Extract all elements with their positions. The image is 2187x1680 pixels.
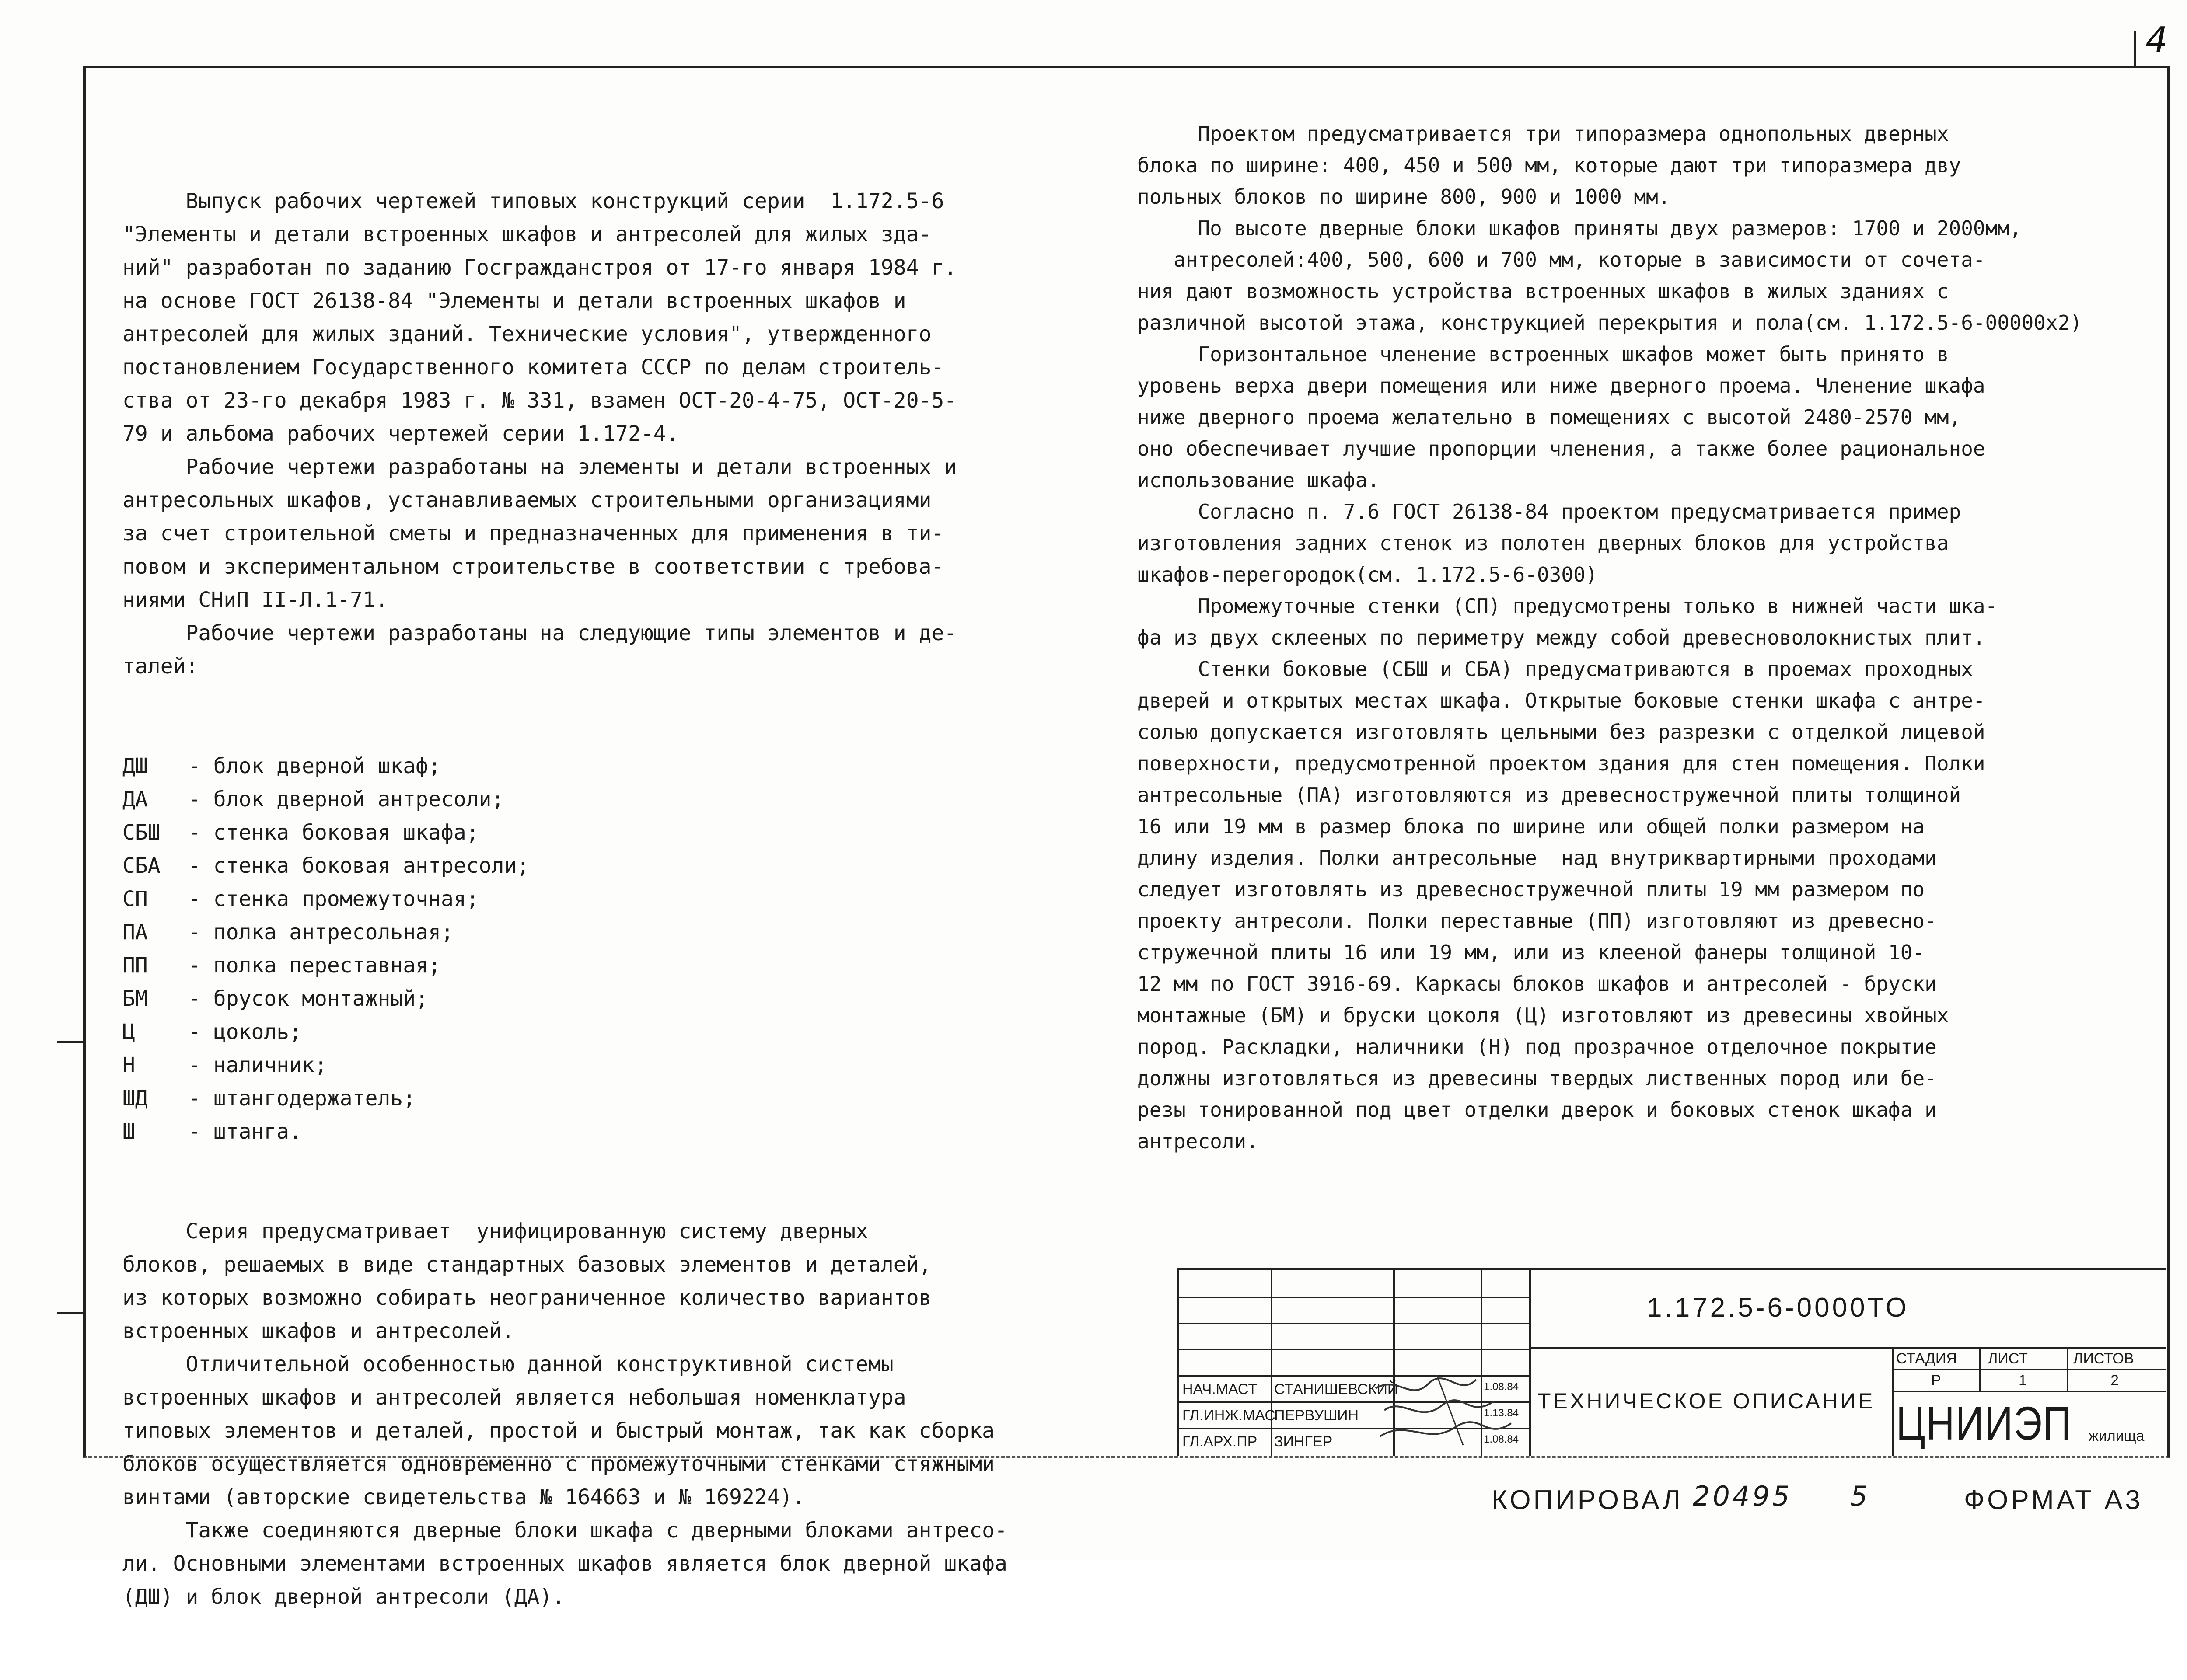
text-line: Отличительной особенностью данной конструктивной системы <box>122 1352 894 1377</box>
element-type-abbr: ПА <box>122 920 148 945</box>
element-type-description: - брусок монтажный; <box>188 986 429 1011</box>
element-type-description: - стенка боковая антресоли; <box>188 854 530 878</box>
text-line: антресолей:400, 500, 600 и 700 мм, которые в зависимости от сочета- <box>1137 248 1985 272</box>
element-type-abbr: ДА <box>122 787 148 812</box>
closing-paragraphs <box>122 1215 1007 1614</box>
sheet-value: 1 <box>2019 1372 2027 1389</box>
sheet-count: 5 <box>1850 1480 1870 1512</box>
text-line: за счет строительной сметы и предназначенных для применения в ти- <box>122 521 944 546</box>
text-line: оно обеспечивает лучшие пропорции членения, а также более рациональное <box>1137 437 1985 460</box>
sheet-corner-number: 4 <box>2145 20 2168 60</box>
element-type-abbr: БМ <box>122 986 148 1011</box>
text-line: типовых элементов и деталей, простой и быстрый монтаж, так как сборка <box>122 1419 995 1443</box>
element-type-abbr: СБШ <box>122 820 161 845</box>
element-type-abbr: Н <box>122 1053 135 1077</box>
text-line: Согласно п. 7.6 ГОСТ 26138-84 проектом предусматривается пример <box>1137 500 1961 523</box>
stage-header: СТАДИЯ <box>1896 1350 1957 1367</box>
organization-logo: ЦНИИЭП <box>1896 1397 2072 1450</box>
left-text-column <box>122 118 1007 1680</box>
signature-role: НАЧ.МАСТ <box>1182 1381 1258 1398</box>
text-line: пород. Раскладки, наличники (Н) под прозрачное отделочное покрытие <box>1137 1035 1937 1059</box>
signature-role: ГЛ.ИНЖ.МАС <box>1182 1407 1275 1424</box>
grid-line <box>1892 1391 2166 1392</box>
text-line: постановлением Государственного комитета СССР по делам строитель- <box>122 355 944 380</box>
text-line: 12 мм по ГОСТ 3916-69. Каркасы блоков шкафов и антресолей - бруски <box>1137 972 1937 996</box>
element-type-abbr: ДШ <box>122 754 148 778</box>
signature-date: 1.08.84 <box>1484 1433 1519 1445</box>
text-line: "Элементы и детали встроенных шкафов и антресолей для жилых зда- <box>122 222 932 247</box>
grid-line <box>2067 1347 2068 1391</box>
text-line: использование шкафа. <box>1137 468 1380 492</box>
text-line: на основе ГОСТ 26138-84 "Элементы и детали встроенных шкафов и <box>122 289 906 313</box>
document-title: ТЕХНИЧЕСКОЕ ОПИСАНИЕ <box>1537 1389 1875 1413</box>
text-line: следует изготовлять из древесностружечной плиты 19 мм размером по <box>1137 878 1925 901</box>
text-line: Горизонтальное членение встроенных шкафов может быть принято в <box>1137 342 1949 366</box>
sheet-frame-tick <box>2134 31 2136 66</box>
text-line: ний" разработан по заданию Госгражданстроя от 17-го января 1984 г. <box>122 255 957 280</box>
element-type-description: - стенка промежуточная; <box>188 887 479 911</box>
text-line: шкафов-перегородок(см. 1.172.5-6-0300) <box>1137 563 1598 586</box>
grid-line <box>1979 1347 1981 1391</box>
text-line: резы тонированной под цвет отделки дверок и боковых стенок шкафа и <box>1137 1098 1937 1122</box>
element-type-item <box>122 1115 1007 1148</box>
grid-line <box>1179 1349 1529 1350</box>
element-type-item <box>122 783 1007 816</box>
element-type-description: - цоколь; <box>188 1020 302 1044</box>
text-line: длину изделия. Полки антресольные над внутриквартирными проходами <box>1137 846 1937 870</box>
signature-date: 1.13.84 <box>1484 1407 1519 1419</box>
element-type-item <box>122 949 1007 982</box>
text-line: Промежуточные стенки (СП) предусмотрены только в нижней части шка- <box>1137 594 1998 618</box>
text-line: стружечной плиты 16 или 19 мм, или из клееной фанеры толщиной 10- <box>1137 941 1925 964</box>
element-type-item <box>122 882 1007 916</box>
element-type-description: - штанга. <box>188 1119 302 1144</box>
element-types-list <box>122 749 1007 1148</box>
title-block <box>1177 1268 2166 1456</box>
signature-scribbles <box>1371 1371 1537 1450</box>
element-type-item <box>122 816 1007 849</box>
grid-line <box>1179 1297 1529 1298</box>
stage-value: Р <box>1931 1372 1941 1389</box>
text-line: блоков осуществляется одновременно с промежуточными стенками стяжными <box>122 1452 995 1476</box>
text-line: ния дают возможность устройства встроенных шкафов в жилых зданиях с <box>1137 279 1949 303</box>
element-type-description: - наличник; <box>188 1053 327 1077</box>
text-line: винтами (авторские свидетельства № 164663 и № 169224). <box>122 1485 805 1509</box>
sheets-header: ЛИСТОВ <box>2073 1350 2134 1367</box>
text-line: из которых возможно собирать неограниченное количество вариантов <box>122 1286 932 1310</box>
copied-number: 20495 <box>1693 1480 1792 1512</box>
text-line: антресолей для жилых зданий. Технические условия", утвержденного <box>122 322 932 346</box>
text-line: Также соединяются дверные блоки шкафа с дверными блоками антресо- <box>122 1518 1007 1543</box>
text-line: монтажные (БМ) и бруски цоколя (Ц) изготовляют из древесины хвойных <box>1137 1004 1949 1027</box>
text-line: изготовления задних стенок из полотен дверных блоков для устройства <box>1137 531 1949 555</box>
text-line: поверхности, предусмотренной проектом здания для стен помещения. Полки <box>1137 752 1985 775</box>
element-type-item <box>122 982 1007 1015</box>
intro-paragraphs <box>122 185 1007 683</box>
right-text-column <box>1137 118 2082 1157</box>
element-type-item <box>122 1082 1007 1115</box>
grid-line <box>1892 1369 2166 1370</box>
text-line: блоков, решаемых в виде стандартных базовых элементов и деталей, <box>122 1252 932 1277</box>
text-line: талей: <box>122 654 199 679</box>
element-type-abbr: Ц <box>122 1020 135 1044</box>
text-line: уровень верха двери помещения или ниже дверного проема. Членение шкафа <box>1137 374 1985 397</box>
text-line: Рабочие чертежи разработаны на элементы и детали встроенных и <box>122 455 957 479</box>
text-line: фа из двух склееных по периметру между собой древесноволокнистых плит. <box>1137 626 1985 649</box>
text-line: Выпуск рабочих чертежей типовых конструкций серии 1.172.5-6 <box>122 189 944 213</box>
text-line: антресольные (ПА) изготовляются из древесностружечной плиты толщиной <box>1137 783 1961 807</box>
element-type-abbr: Ш <box>122 1119 135 1144</box>
text-line: дверей и открытых местах шкафа. Открытые боковые стенки шкафа с антре- <box>1137 689 1985 712</box>
text-line: различной высотой этажа, конструкцией перекрытия и пола(см. 1.172.5-6-00000х2) <box>1137 311 2082 335</box>
element-type-item <box>122 749 1007 783</box>
element-type-description: - стенка боковая шкафа; <box>188 820 479 845</box>
element-type-item <box>122 1015 1007 1049</box>
text-line: Стенки боковые (СБШ и СБА) предусматриваются в проемах проходных <box>1137 657 1973 681</box>
text-line: (ДШ) и блок дверной антресоли (ДА). <box>122 1585 565 1609</box>
text-line: повом и экспериментальном строительстве в соответствии с требова- <box>122 554 944 579</box>
text-line: блока по ширине: 400, 450 и 500 мм, которые дают три типоразмера дву <box>1137 153 1961 177</box>
element-type-description: - блок дверной шкаф; <box>188 754 441 778</box>
document-code: 1.172.5-6-0000ТО <box>1647 1293 1909 1323</box>
text-line: проекту антресоли. Полки переставные (ПП) изготовляют из древесно- <box>1137 909 1937 933</box>
sheets-value: 2 <box>2110 1372 2119 1389</box>
text-line: антресольных шкафов, устанавливаемых строительными организациями <box>122 488 932 512</box>
text-line: 16 или 19 мм в размер блока по ширине или общей полки размером на <box>1137 815 1925 838</box>
element-type-item <box>122 849 1007 882</box>
format-label: ФОРМАТ А3 <box>1964 1485 2143 1515</box>
sheet-header: ЛИСТ <box>1988 1350 2028 1367</box>
element-type-abbr: ПП <box>122 953 148 978</box>
element-type-description: - полка переставная; <box>188 953 441 978</box>
binding-mark <box>57 1312 83 1314</box>
organization-suffix: жилища <box>2089 1428 2145 1444</box>
text-line: Рабочие чертежи разработаны на следующие типы элементов и де- <box>122 621 957 645</box>
grid-line <box>1892 1347 1894 1456</box>
signature-role: ГЛ.АРХ.ПР <box>1182 1433 1258 1450</box>
element-type-description: - блок дверной антресоли; <box>188 787 504 812</box>
text-line: антресоли. <box>1137 1129 1258 1153</box>
signature-date: 1.08.84 <box>1484 1381 1519 1393</box>
text-line: встроенных шкафов и антресолей является небольшая номенклатура <box>122 1385 906 1410</box>
element-type-item <box>122 1049 1007 1082</box>
text-line: ниже дверного проема желательно в помещениях с высотой 2480-2570 мм, <box>1137 405 1961 429</box>
binding-mark <box>57 1041 83 1043</box>
signature-name: ЗИНГЕР <box>1274 1433 1333 1450</box>
text-line: 79 и альбома рабочих чертежей серии 1.172-4. <box>122 422 679 446</box>
element-type-description: - штангодержатель; <box>188 1086 416 1111</box>
grid-line <box>1529 1347 2166 1349</box>
text-line: ниями СНиП II-Л.1-71. <box>122 588 388 612</box>
text-line: солью допускается изготовлять цельными без разрезки с отделкой лицевой <box>1137 720 1985 744</box>
text-line: польных блоков по ширине 800, 900 и 1000 мм. <box>1137 185 1670 209</box>
text-line: По высоте дверные блоки шкафов приняты двух размеров: 1700 и 2000мм, <box>1137 216 2022 240</box>
element-type-abbr: СБА <box>122 854 161 878</box>
text-line: встроенных шкафов и антресолей. <box>122 1319 514 1343</box>
text-line: ли. Основными элементами встроенных шкафов является блок дверной шкафа <box>122 1551 1007 1576</box>
text-line: Проектом предусматривается три типоразмера однопольных дверных <box>1137 122 1949 146</box>
element-type-abbr: ШД <box>122 1086 148 1111</box>
element-type-description: - полка антресольная; <box>188 920 454 945</box>
signature-name: ПЕРВУШИН <box>1274 1407 1359 1424</box>
element-type-item <box>122 916 1007 949</box>
text-line: должны изготовляться из древесины твердых лиственных пород или бе- <box>1137 1067 1937 1090</box>
grid-line <box>1179 1323 1529 1324</box>
copied-label: КОПИРОВАЛ <box>1492 1485 1683 1515</box>
element-type-abbr: СП <box>122 887 148 911</box>
text-line: ства от 23-го декабря 1983 г. № 331, взамен ОСТ-20-4-75, ОСТ-20-5- <box>122 388 957 413</box>
signature-name: СТАНИШЕВСКИЙ <box>1274 1381 1398 1398</box>
text-line: Серия предусматривает унифицированную систему дверных <box>122 1219 869 1244</box>
